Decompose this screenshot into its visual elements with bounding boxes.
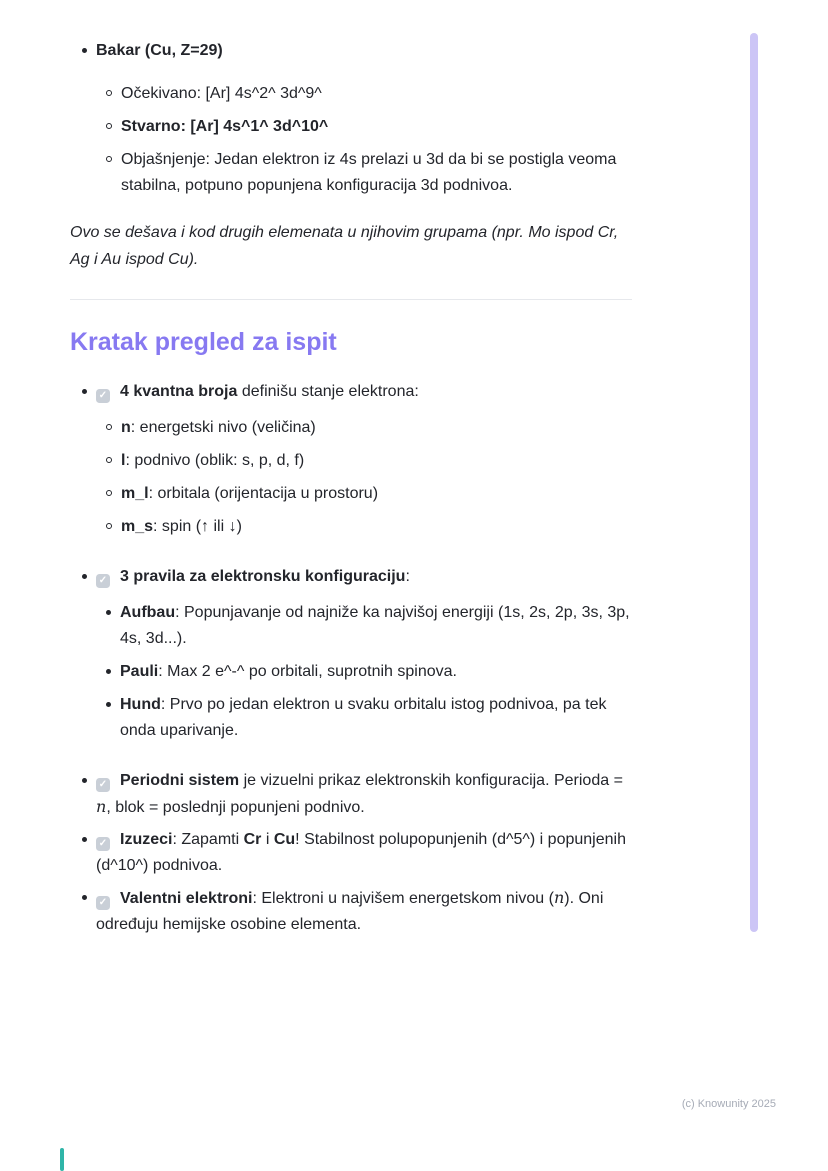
text-segment: : Zapamti	[172, 831, 244, 848]
text-segment: Objašnjenje: Jedan elektron iz 4s prelazi u 3d da bi se postigla veoma stabilna, potpuno popunjena konfiguracija 3d podnivoa.	[121, 151, 617, 194]
text-segment: , blok = poslednji popunjeni podnivo.	[106, 799, 365, 816]
list-item	[70, 147, 632, 199]
bullet-icon	[82, 48, 87, 53]
text-segment: l	[121, 452, 126, 469]
text-segment: n	[553, 888, 565, 907]
circle-bullet-icon	[106, 424, 112, 430]
checkmark-glyph: ✓	[98, 897, 108, 908]
list-item-text	[120, 600, 632, 652]
text-segment: ). Oni određuju hemijske osobine elementa.	[96, 890, 604, 933]
checklist-item-text	[96, 379, 632, 405]
section-heading: Kratak pregled za ispit	[70, 328, 337, 356]
text-segment: :	[405, 568, 410, 585]
text-segment: 3 pravila za elektronsku konfiguraciju	[120, 568, 406, 585]
checkbox-icon[interactable]	[96, 896, 110, 910]
checkbox-icon[interactable]	[96, 389, 110, 403]
bullet-icon	[106, 702, 111, 707]
checkbox-icon[interactable]	[96, 837, 110, 851]
text-segment: m_l	[121, 485, 149, 502]
text-segment: je vizuelni prikaz elektronskih konfiguracija. Perioda =	[239, 772, 623, 789]
list-item-text	[121, 415, 632, 441]
checklist-item	[70, 379, 632, 405]
checklist-item-text	[96, 564, 632, 590]
bullet-icon	[106, 610, 111, 615]
bullet-icon	[82, 389, 87, 394]
list-item	[70, 38, 632, 64]
bakar-section	[70, 38, 632, 199]
text-segment: Bakar (Cu, Z=29)	[96, 42, 223, 59]
bullet-icon	[82, 778, 87, 783]
sub-list	[70, 81, 632, 199]
text-segment: Periodni sistem	[120, 772, 240, 789]
text-segment: Aufbau	[120, 604, 176, 621]
list-item-text	[121, 448, 632, 474]
list-item-text	[120, 659, 632, 685]
list-item-text	[121, 114, 632, 140]
text-segment: : Elektroni u najvišem energetskom nivou (	[252, 890, 554, 907]
list-item	[70, 659, 632, 685]
checkmark-glyph: ✓	[98, 575, 108, 586]
checklist-item-text	[96, 768, 632, 821]
sub-list	[70, 600, 632, 744]
text-segment: : orbitala (orijentacija u prostoru)	[148, 485, 379, 502]
circle-bullet-icon	[106, 90, 112, 96]
circle-bullet-icon	[106, 457, 112, 463]
text-segment: Cu	[273, 831, 296, 848]
list-item	[70, 114, 632, 140]
list-item-text	[120, 692, 632, 744]
text-segment: Hund	[120, 696, 161, 713]
text-segment: : Max 2 e^-^ po orbitali, suprotnih spinova.	[158, 663, 457, 680]
circle-bullet-icon	[106, 123, 112, 129]
checkmark-glyph: ✓	[98, 838, 108, 849]
checklist	[70, 379, 632, 938]
text-segments	[120, 568, 410, 585]
checklist-item	[70, 827, 632, 879]
bullet-icon	[106, 669, 111, 674]
bullet-icon	[82, 574, 87, 579]
text-segment: Valentni elektroni	[120, 890, 253, 907]
text-segment: Očekivano: [Ar] 4s^2^ 3d^9^	[121, 85, 322, 102]
italic-note: Ovo se dešava i kod drugih elemenata u njihovim grupama (npr. Mo ispod Cr, Ag i Au ispod Cu).	[70, 224, 619, 268]
text-segment: Stvarno: [Ar] 4s^1^ 3d^10^	[121, 118, 329, 135]
text-segment: 4 kvantna broja	[120, 383, 238, 400]
text-segment: Pauli	[120, 663, 159, 680]
divider	[70, 299, 632, 300]
sub-list	[70, 415, 632, 540]
bullet-icon	[82, 895, 87, 900]
text-segment: ! Stabilnost polupopunjenih (d^5^) i popunjenih (d^10^) podnivoa.	[96, 831, 626, 874]
scrollbar-thumb[interactable]	[750, 33, 758, 932]
footer-credit: (c) Knowunity 2025	[681, 1098, 776, 1110]
checklist-item	[70, 885, 632, 938]
text-segment: m_s	[121, 518, 154, 535]
list-item	[70, 448, 632, 474]
page-edge-accent	[60, 1148, 64, 1171]
list-item-text	[121, 147, 632, 199]
list-item-text	[96, 38, 632, 64]
text-segment: : energetski nivo (veličina)	[130, 419, 316, 436]
text-segment: : Popunjavanje od najniže ka najvišoj energiji (1s, 2s, 2p, 3s, 3p, 4s, 3d...).	[120, 604, 630, 647]
text-segments	[120, 383, 419, 400]
checkmark-glyph: ✓	[98, 390, 108, 401]
text-segment: : podnivo (oblik: s, p, d, f)	[125, 452, 305, 469]
list-item-text	[121, 481, 632, 507]
list-item	[70, 481, 632, 507]
list-item	[70, 514, 632, 540]
circle-bullet-icon	[106, 156, 112, 162]
checkbox-icon[interactable]	[96, 574, 110, 588]
text-segment: definišu stanje elektrona:	[237, 383, 419, 400]
text-segments	[96, 772, 623, 816]
text-segment: Cr	[243, 831, 262, 848]
list-item	[70, 415, 632, 441]
checklist-item	[70, 564, 632, 590]
checkbox-icon[interactable]	[96, 778, 110, 792]
list-item-text	[121, 514, 632, 540]
text-segments	[96, 831, 626, 874]
circle-bullet-icon	[106, 523, 112, 529]
list-item	[70, 692, 632, 744]
text-segment: Izuzeci	[120, 831, 173, 848]
text-segment: n	[121, 419, 131, 436]
list-item-text	[121, 81, 632, 107]
list-item	[70, 600, 632, 652]
text-segment: : Prvo po jedan elektron u svaku orbitalu istog podnivoa, pa tek onda uparivanje.	[120, 696, 607, 739]
checklist-item	[70, 768, 632, 821]
text-segment: i	[261, 831, 274, 848]
text-segment: : spin (↑ ili ↓)	[153, 518, 242, 535]
text-segments	[96, 890, 603, 933]
checklist-item-text	[96, 827, 632, 879]
circle-bullet-icon	[106, 490, 112, 496]
bullet-icon	[82, 837, 87, 842]
checklist-item-text	[96, 885, 632, 938]
list-item	[70, 81, 632, 107]
text-segment: n	[96, 797, 107, 816]
checkmark-glyph: ✓	[98, 779, 108, 790]
